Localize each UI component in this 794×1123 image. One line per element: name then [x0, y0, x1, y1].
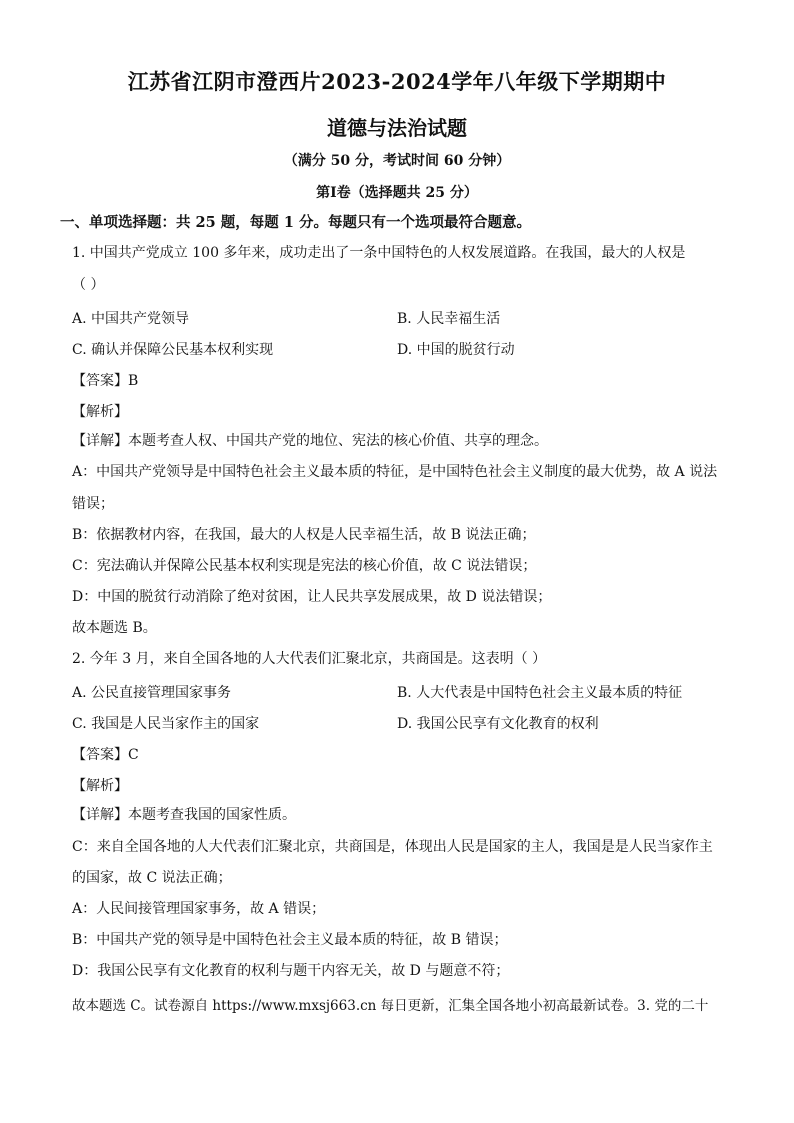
q1-answer: 【答案】B	[72, 373, 139, 389]
volume-heading: 第Ⅰ卷（选择题共 25 分）	[316, 185, 478, 201]
q2-option-d: D. 我国公民享有文化教育的权利	[397, 716, 599, 732]
q2-explain-line: A：人民间接管理国家事务，故 A 错误；	[72, 901, 326, 917]
q1-explain-line: A：中国共产党领导是中国特色社会主义最本质的特征，是中国特色社会主义制度的最大优势，故 A 说法	[72, 464, 718, 480]
q2-analysis-label: 【解析】	[72, 778, 128, 794]
exam-subject: 道德与法治试题	[327, 116, 467, 140]
q2-option-c: C. 我国是人民当家作主的国家	[72, 716, 260, 732]
exam-title: 江苏省江阴市澄西片2023-2024学年八年级下学期期中	[127, 69, 667, 94]
q2-stem: 2. 今年 3 月，来自全国各地的人大代表们汇聚北京，共商国是。这表明（ ）	[72, 651, 547, 667]
section-heading: 一、单项选择题：共 25 题，每题 1 分。每题只有一个选项最符合题意。	[60, 214, 531, 231]
q1-explain-line: D：中国的脱贫行动消除了绝对贫困，让人民共享发展成果，故 D 说法错误；	[72, 589, 552, 605]
q1-conclusion: 故本题选 B。	[72, 620, 157, 636]
q1-stem-line2: （ ）	[72, 277, 105, 293]
q1-explain-line: 错误；	[72, 496, 114, 512]
q1-explain-line: C：宪法确认并保障公民基本权利实现是宪法的核心价值，故 C 说法错误；	[72, 558, 537, 574]
q2-option-b: B. 人大代表是中国特色社会主义最本质的特征	[397, 685, 683, 701]
q1-detail: 【详解】本题考查人权、中国共产党的地位、宪法的核心价值、共享的理念。	[72, 433, 548, 449]
score-note: （满分 50 分，考试时间 60 分钟）	[283, 153, 511, 169]
q1-option-c: C. 确认并保障公民基本权利实现	[72, 342, 274, 358]
q2-conclusion-footer: 故本题选 C。试卷源自 https://www.mxsj663.cn 每日更新，汇集全国各地小初高最新试卷。3. 党的二十	[72, 998, 709, 1014]
q1-option-a: A. 中国共产党领导	[72, 311, 190, 327]
q1-stem-line1: 1. 中国共产党成立 100 多年来，成功走出了一条中国特色的人权发展道路。在我国，最大的人权是	[72, 245, 686, 261]
q2-explain-line: C：来自全国各地的人大代表们汇聚北京，共商国是，体现出人民是国家的主人，我国是是人民当家作主	[72, 839, 713, 855]
q2-explain-line: 的国家，故 C 说法正确；	[72, 870, 232, 886]
q1-option-b: B. 人民幸福生活	[397, 311, 501, 327]
q1-option-d: D. 中国的脱贫行动	[397, 342, 515, 358]
q1-analysis-label: 【解析】	[72, 404, 128, 420]
q2-explain-line: B：中国共产党的领导是中国特色社会主义最本质的特征，故 B 错误；	[72, 932, 508, 948]
q2-detail: 【详解】本题考查我国的国家性质。	[72, 807, 296, 823]
q1-explain-line: B：依据教材内容，在我国，最大的人权是人民幸福生活，故 B 说法正确；	[72, 527, 536, 543]
q2-option-a: A. 公民直接管理国家事务	[72, 685, 232, 701]
q2-answer: 【答案】C	[72, 747, 139, 763]
q2-explain-line: D：我国公民享有文化教育的权利与题干内容无关，故 D 与题意不符；	[72, 963, 510, 979]
